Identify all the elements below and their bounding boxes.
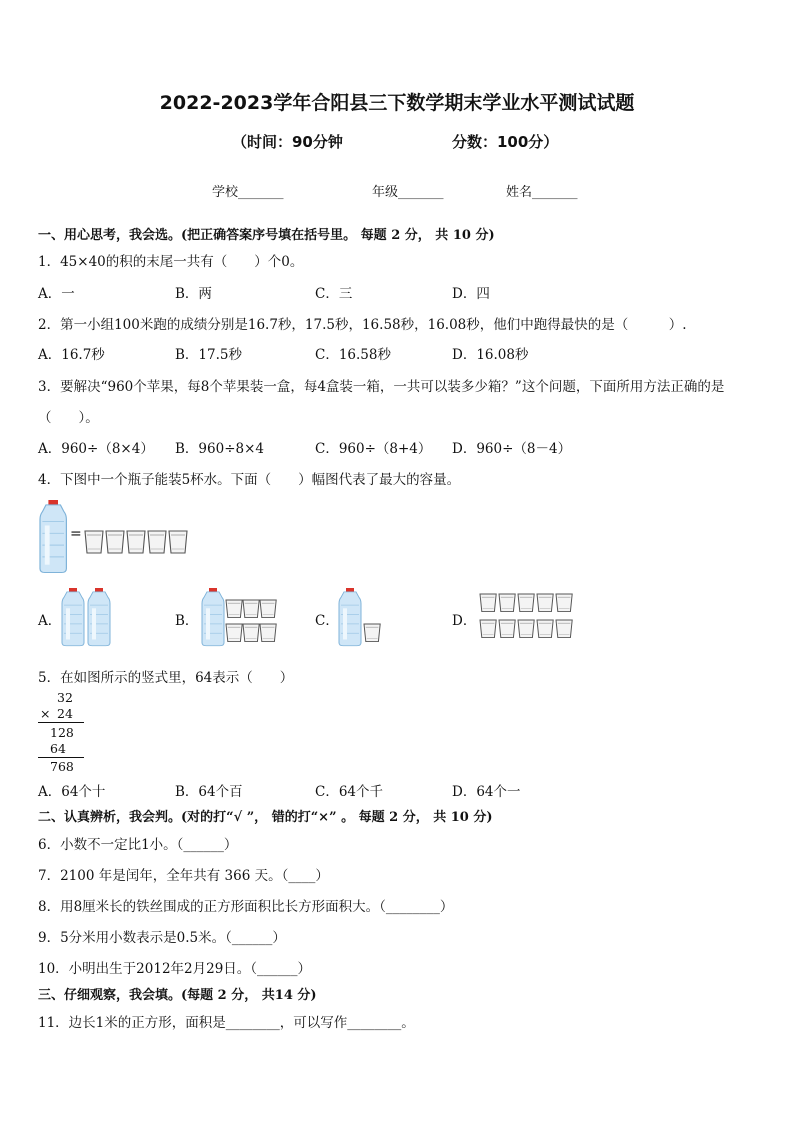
vertical-multiplication <box>38 688 98 778</box>
question-1: 1．45×40的积的末尾一共有（ ）个0。 <box>38 254 304 270</box>
q5-option-d[interactable]: D．64个一 <box>452 784 521 800</box>
q3-option-d[interactable]: D．960÷（8－4） <box>452 441 572 457</box>
exam-score: 分数：100分） <box>452 133 559 151</box>
q1-option-c[interactable]: C．三 <box>315 286 353 302</box>
cup-icon <box>537 594 553 612</box>
cup-icon <box>364 624 380 642</box>
question-3: 3．要解决“960个苹果，每8个苹果装一盒，每4盒装一箱，一共可以装多少箱？”这个问题，下面所用方法正确的是 <box>38 379 725 395</box>
q2-option-c[interactable]: C．16.58秒 <box>315 347 391 363</box>
question-5: 5．在如图所示的竖式里，64表示（ ） <box>38 670 294 686</box>
q4-reference-figure <box>38 498 198 574</box>
q4-option-c-figure <box>337 586 387 648</box>
q3-option-c[interactable]: C．960÷（8+4） <box>315 441 432 457</box>
grade-field[interactable]: 年级_______ <box>372 185 444 200</box>
question-8[interactable]: 8．用8厘米长的铁丝围成的正方形面积比长方形面积大。（________） <box>38 899 454 915</box>
cup-icon <box>127 531 145 553</box>
cup-icon <box>480 594 496 612</box>
cup-icon <box>499 594 515 612</box>
q3-option-b[interactable]: B．960÷8×4 <box>175 441 264 457</box>
question-4: 4．下图中一个瓶子能装5杯水。下面（ ）幅图代表了最大的容量。 <box>38 472 461 488</box>
q4-option-d-figure <box>478 592 578 646</box>
page-title: 2022-2023学年合阳县三下数学期末学业水平测试试题 <box>159 92 635 114</box>
q4-option-a[interactable]: A． <box>38 613 62 629</box>
water-bottle-icon <box>202 588 224 646</box>
q5-option-c[interactable]: C．64个千 <box>315 784 384 800</box>
water-bottle-icon <box>88 588 110 646</box>
cup-icon <box>85 531 103 553</box>
question-7[interactable]: 7．2100 年是闰年，全年共有 366 天。（____） <box>38 868 329 884</box>
q4-option-b[interactable]: B． <box>175 613 199 629</box>
question-9[interactable]: 9．5分米用小数表示是0.5米。（______） <box>38 930 286 946</box>
water-bottle-icon <box>40 500 66 573</box>
rule-line <box>38 757 84 758</box>
q1-option-a[interactable]: A．一 <box>38 286 75 302</box>
cup-icon <box>480 620 496 638</box>
cup-icon <box>556 620 572 638</box>
q5-option-b[interactable]: B．64个百 <box>175 784 243 800</box>
water-bottle-icon <box>339 588 361 646</box>
question-6[interactable]: 6．小数不一定比1小。（______） <box>38 837 238 853</box>
q4-option-a-figure <box>60 586 120 648</box>
rule-line <box>38 722 84 723</box>
q3-option-a[interactable]: A．960÷（8×4） <box>38 441 154 457</box>
cup-icon <box>148 531 166 553</box>
exam-time: （时间：90分钟 <box>232 133 343 151</box>
q1-option-b[interactable]: B．两 <box>175 286 212 302</box>
cup-icon <box>243 624 259 642</box>
cup-icon <box>260 600 276 618</box>
q4-option-b-figure <box>200 586 280 648</box>
cup-icon <box>518 620 534 638</box>
q1-option-d[interactable]: D．四 <box>452 286 490 302</box>
section3-heading: 三、仔细观察，我会填。(每题 2 分， 共14 分) <box>38 988 317 1003</box>
question-2: 2．第一小组100米跑的成绩分别是16.7秒，17.5秒，16.58秒，16.08秒，他们中跑得最快的是（ ）. <box>38 317 687 333</box>
water-bottle-icon <box>62 588 84 646</box>
product: 768 <box>50 759 74 774</box>
question-11[interactable]: 11．边长1米的正方形，面积是________，可以写作________。 <box>38 1015 415 1031</box>
school-field[interactable]: 学校_______ <box>212 185 284 200</box>
cup-icon <box>260 624 276 642</box>
equals-sign: = <box>70 526 82 542</box>
partial-product-2: 64 <box>50 741 66 756</box>
question-3-cont: （ ）。 <box>38 410 99 426</box>
q4-option-c[interactable]: C． <box>315 613 339 629</box>
partial-product-1: 128 <box>50 725 74 740</box>
cup-icon <box>243 600 259 618</box>
times-sign: × <box>40 706 51 721</box>
question-10[interactable]: 10．小明出生于2012年2月29日。（______） <box>38 961 312 977</box>
cup-icon <box>537 620 553 638</box>
multiplicand: 32 <box>57 690 73 705</box>
section2-heading: 二、认真辨析，我会判。(对的打“√ ”， 错的打“×” 。 每题 2 分， 共 10 分) <box>38 810 493 825</box>
cup-icon <box>106 531 124 553</box>
cup-icon <box>499 620 515 638</box>
cup-icon <box>556 594 572 612</box>
cup-icon <box>226 600 242 618</box>
cup-icon <box>518 594 534 612</box>
q2-option-d[interactable]: D．16.08秒 <box>452 347 529 363</box>
q4-option-d[interactable]: D． <box>452 613 477 629</box>
q2-option-b[interactable]: B．17.5秒 <box>175 347 242 363</box>
section1-heading: 一、用心思考，我会选。(把正确答案序号填在括号里。 每题 2 分， 共 10 分) <box>38 228 495 243</box>
q5-option-a[interactable]: A．64个十 <box>38 784 106 800</box>
q2-option-a[interactable]: A．16.7秒 <box>38 347 105 363</box>
cup-icon <box>226 624 242 642</box>
multiplier: 24 <box>57 706 73 721</box>
name-field[interactable]: 姓名_______ <box>506 185 578 200</box>
cup-icon <box>169 531 187 553</box>
